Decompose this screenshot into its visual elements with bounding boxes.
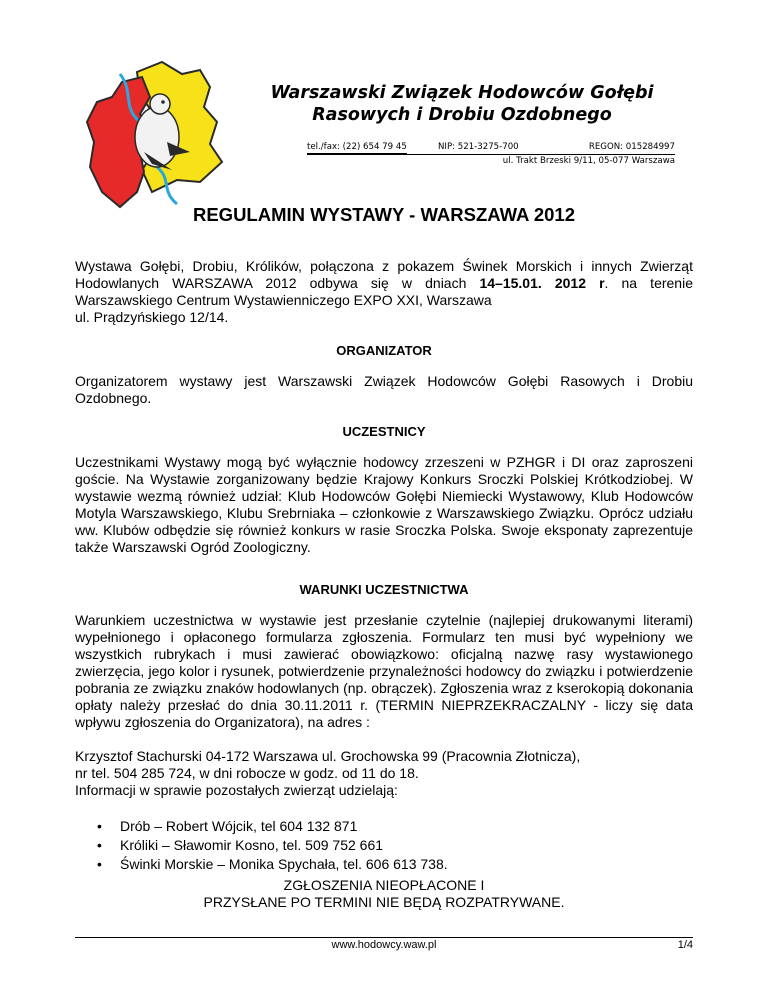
list-item: • Drób – Robert Wójcik, tel 604 132 871 <box>75 817 635 836</box>
association-name-line2: Rasowych i Drobiu Ozdobnego <box>312 105 612 125</box>
contact-person-paragraph <box>75 748 693 799</box>
footer-divider <box>75 937 693 938</box>
conditions-paragraph <box>75 612 693 731</box>
section-heading-conditions: WARUNKI UCZESTNICTWA <box>299 582 469 597</box>
organizer-paragraph: Organizatorem wystawy jest Warszawski Związek Hodowców Gołębi Rasowych i Drobiu Ozdobnego. <box>75 373 693 406</box>
intro-paragraph <box>75 258 693 326</box>
association-logo <box>82 52 232 212</box>
page-number: 1/4 <box>677 939 693 951</box>
info-line: Informacji w sprawie pozostałych zwierząt udzielają: <box>75 782 398 798</box>
phone-fax: tel./fax: (22) 654 79 45 <box>307 142 407 152</box>
association-name-line1: Warszawski Związek Hodowców Gołębi <box>270 83 654 103</box>
section-heading-participants: UCZESTNICY <box>342 424 426 439</box>
association-name <box>232 82 692 126</box>
postal-address: ul. Trakt Brzeski 9/11, 05-077 Warszawa <box>502 156 675 166</box>
participants-paragraph: Uczestnikami Wystawy mogą być wyłącznie hodowcy zrzeszeni w PZHGR i DI oraz zaproszeni goście. Na Wystawie zorganizowany będzie Krajowy Konkurs Sroczki Polskiej Krótkodziobej. W wystawie wezmą również udział: Klub Hodowców Gołębi Niemiecki Wystawowy, Klub Hodowców Motyla Warszawskiego, Klubu Srebrniaka – członkowie z Warszawskiego Związku. Oprócz udziału ww. Klubów odbędzie się również konkurs w rasie Sroczka Polska. Swoje eksponaty zaprezentuje także Warszawski Ogród Zoologiczny. <box>75 454 693 555</box>
regon-number: REGON: 015284997 <box>588 142 675 152</box>
contact-person-line2: nr tel. 504 285 724, w dni robocze w godz. od 11 do 18. <box>75 765 419 781</box>
list-item: • Króliki – Sławomir Kosno, tel. 509 752 661 <box>75 836 635 855</box>
section-heading-organizer: ORGANIZATOR <box>336 343 432 358</box>
notice <box>75 877 693 911</box>
header-divider <box>307 154 675 155</box>
document-title: REGULAMIN WYSTAWY - WARSZAWA 2012 <box>192 204 576 225</box>
intro-text-part2: . na terenie Warszawskiego Centrum Wystawienniczego EXPO XXI, Warszawa <box>75 275 693 308</box>
exhibition-dates: 14–15.01. 2012 r <box>479 275 605 291</box>
list-item: • Świnki Morskie – Monika Spychała, tel. 606 613 738. <box>75 855 635 874</box>
contact-person-line1: Krzysztof Stachurski 04-172 Warszawa ul. Grochowska 99 (Pracownia Złotnicza), <box>75 748 581 764</box>
contacts-list <box>75 817 635 874</box>
intro-text-part1: Wystawa Gołębi, Drobiu, Królików, połączona z pokazem Świnek Morskich i innych Zwierząt Hodowlanych WARSZAWA 2012 odbywa się w dniach <box>75 258 693 291</box>
notice-line1: ZGŁOSZENIA NIEOPŁACONE I <box>283 877 485 893</box>
notice-line2: PRZYSŁANE PO TERMINI NIE BĘDĄ ROZPATRYWANE. <box>203 894 565 910</box>
nip-number: NIP: 521-3275-700 <box>438 142 519 152</box>
conditions-text: Warunkiem uczestnictwa w wystawie jest przesłanie czytelnie (najlepiej drukowanymi literami) wypełnionego i opłaconego formularza zgłoszenia. Formularz ten musi być wypełniony we wszystkich rubrykach i musi zawierać obowiązkowo: oficjalną nazwę rasy wystawionego zwierzęcia, jego kolor i rysunek, potwierdzenie przynależności hodowcy do związku i potwierdzenie pobrania ze związku znaków hodowlanych (np. obrączek). Zgłoszenia wraz z kserokopią dokonania opłaty należy przesłać do dnia 30.11.2011 r. (TERMIN NIEPRZEKRACZALNY - liczy się data wpływu zgłoszenia do Organizatora), na adres : <box>75 612 693 730</box>
venue-address: ul. Prądzyńskiego 12/14. <box>75 309 229 325</box>
footer-url: www.hodowcy.waw.pl <box>331 939 437 951</box>
